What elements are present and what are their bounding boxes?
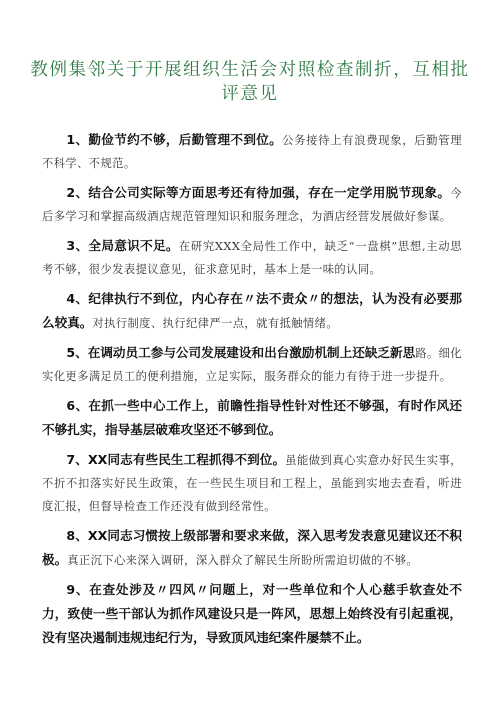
- paragraph-5-text: 路。细化实化更多满足员工的便利措施，立足实际，服务群众的能力有待于进一步提升。: [42, 347, 462, 383]
- paragraph-2: [42, 181, 462, 228]
- paragraph-5: [42, 341, 462, 388]
- paragraph-4-lead: 4、纪律执行不到位，内心存在〃法不责众〃的想法，认为没有必要那么较真。: [42, 291, 462, 330]
- paragraph-4: [42, 287, 462, 335]
- paragraph-8: [42, 524, 462, 572]
- document-title: 教例集邻关于开展组织生活会对照检查制折，互相批评意见: [30, 60, 470, 104]
- paragraph-3-text: 在研究XXX全局性工作中，缺乏“一盘棋”思想,主动思考不够，很少发表提议意见，征求意见时，基本上是一味的认同。: [42, 240, 463, 276]
- paragraph-3-lead: 3、全局意识不足。: [66, 238, 179, 253]
- paragraph-6-lead: 6、在抓一些中心工作上，前瞻性指导性针对性还不够强，有时作风还不够扎实，指导基层破难攻坚还不够到位。: [42, 398, 462, 437]
- paragraph-1-lead: 1、勤俭节约不够，后勤管理不到位。: [66, 132, 283, 147]
- paragraph-7-text: 虽能做到真心实意办好民生实事，不折不扣落实好民生政策，在一些民生项目和工程上，虽能到实地去查看，听进度汇报，但督导检查工作还没有做到经常性。: [42, 454, 462, 513]
- paragraph-8-lead: 8、XX同志习惯按上级部署和要求来做，深入思考发表意见建议还不积极。: [42, 528, 462, 567]
- paragraph-1: [42, 128, 462, 175]
- document-body: [42, 128, 462, 656]
- paragraph-9-lead: 9、在查处涉及〃四风〃问题上，对一些单位和个人心慈手软查处不力，致使一些干部认为抓作风建设只是一阵风，思想上始终没有引起重视，没有坚决遏制违规违纪行为，导致顶风违纪案件屡禁不止。: [42, 582, 462, 645]
- paragraph-3: [42, 234, 462, 281]
- paragraph-7-lead: 7、XX同志有些民生工程抓得不到位。: [66, 452, 286, 467]
- paragraph-4-text: 对执行制度、执行纪律严一点，就有抵触情绪。: [92, 317, 339, 330]
- paragraph-1-text: 公务接待上有浪费现象，后勤管理不科学、不规范。: [42, 134, 462, 170]
- paragraph-5-lead: 5、在调动员工参与公司发展建设和出台激励机制上还缺乏新思: [66, 345, 416, 360]
- paragraph-2-text: 今后多学习和掌握高级酒店规范管理知识和服务理念，为酒店经营发展做好参谋。: [42, 187, 462, 223]
- paragraph-7: [42, 448, 462, 518]
- paragraph-9: [42, 578, 462, 650]
- paragraph-2-lead: 2、结合公司实际等方面思考还有待加强，存在一定学用脱节现象。: [66, 185, 451, 200]
- paragraph-8-text: 真正沉下心来深入调研，深入群众了解民生所盼所需迫切做的不够。: [67, 554, 419, 567]
- paragraph-6: [42, 394, 462, 442]
